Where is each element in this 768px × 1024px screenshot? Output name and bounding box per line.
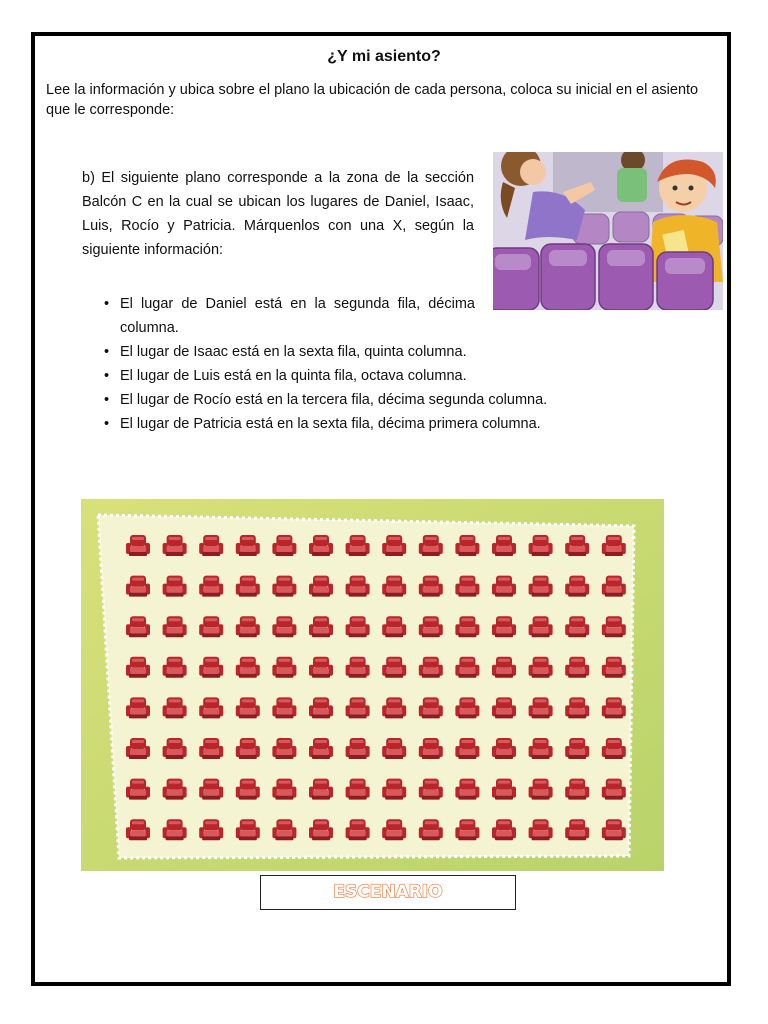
balcony-floor [98,515,634,858]
stage-label: ESCENARIO [333,882,443,902]
clue-luis: • El lugar de Luis está en la quinta fila, octava columna. [104,364,559,388]
seating-plan [81,499,664,871]
clue-daniel: • El lugar de Daniel está en la segunda fila, décima columna. [104,292,475,340]
clue-list [104,292,559,436]
exercise-paragraph [82,166,474,262]
clue-patricia: • El lugar de Patricia está en la sexta fila, décima primera columna. [104,412,559,436]
clue-isaac: • El lugar de Isaac está en la sexta fila, quinta columna. [104,340,559,364]
clue-rocio: • El lugar de Rocío está en la tercera fila, décima segunda columna. [104,388,559,412]
instruction-text: Lee la información y ubica sobre el plano la ubicación de cada persona, coloca su inicial en el asiento que le corresponde: [46,82,699,118]
stage-box [260,875,516,910]
page-title: ¿Y mi asiento? [327,48,441,65]
theater-kids-illustration [493,152,723,310]
exercise-label: b) [82,170,95,186]
exercise-text: El siguiente plano corresponde a la zona de la sección Balcón C en la cual se ubican los lugares de Daniel, Isaac, Luis, Rocío y Patricia. Márquenlos con una X, según la siguiente información: [82,170,475,258]
